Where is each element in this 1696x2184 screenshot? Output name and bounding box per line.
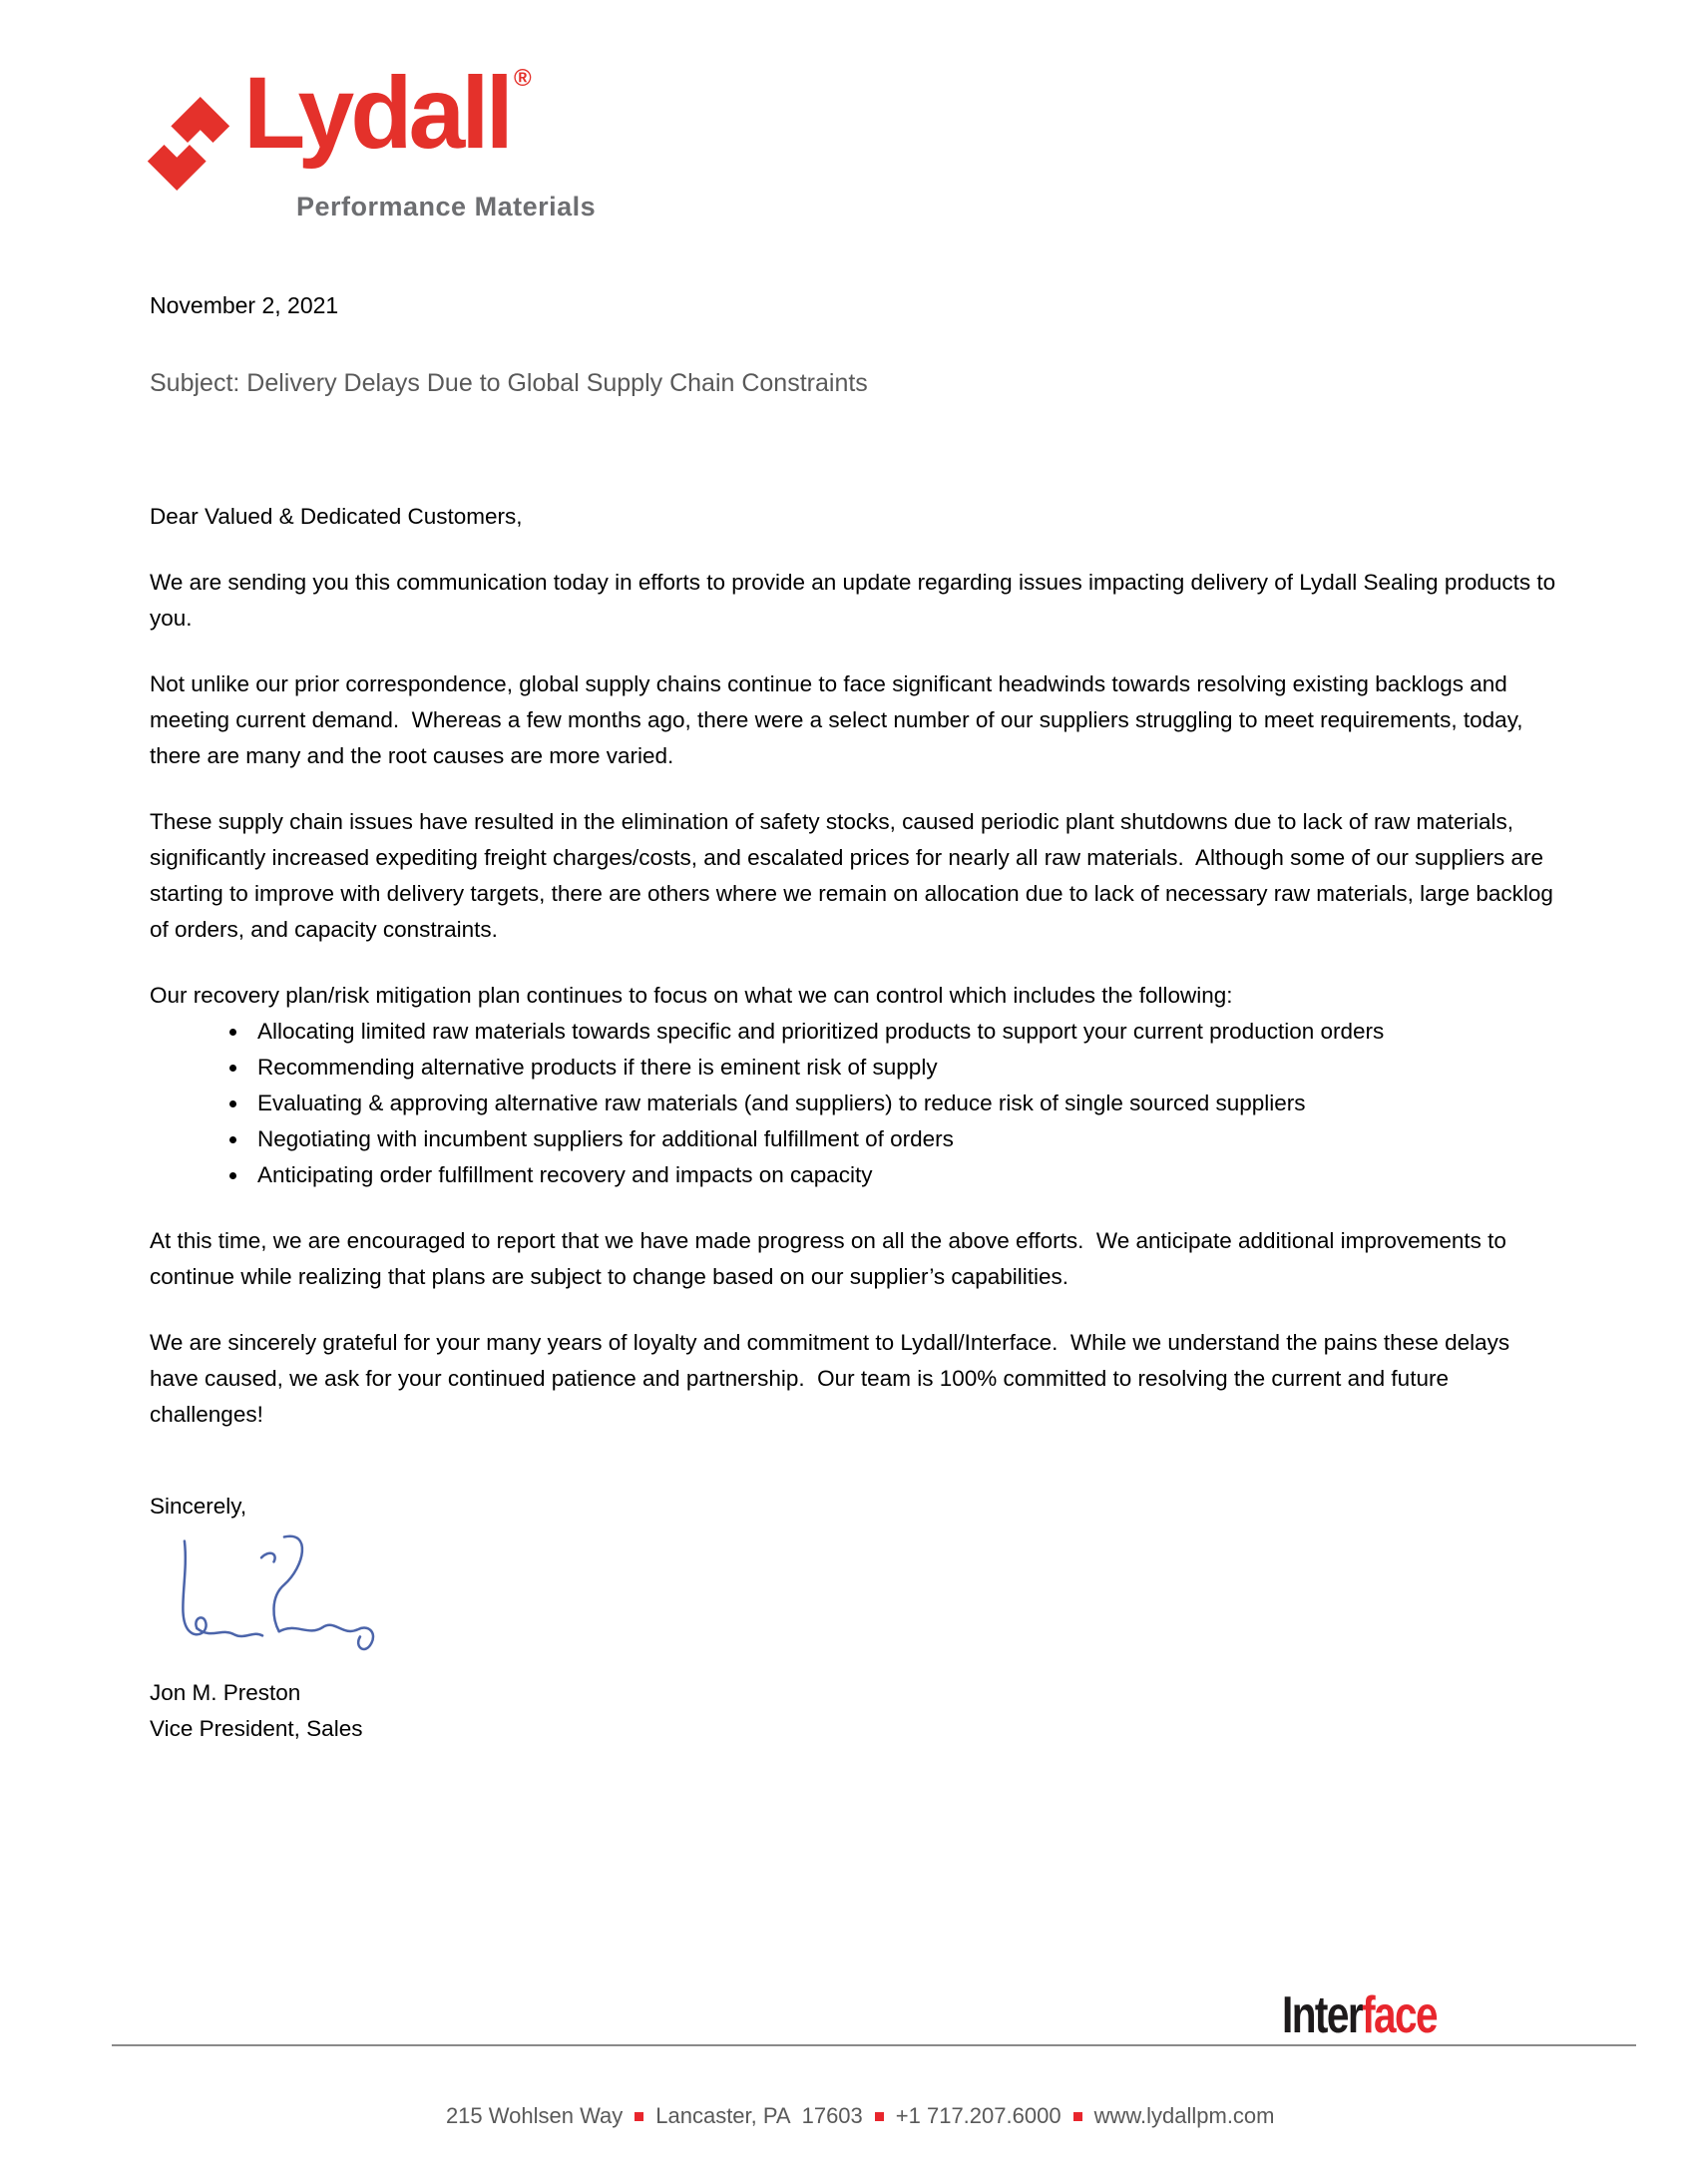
list-item: • Anticipating order fulfillment recovery and impacts on capacity	[249, 1157, 1558, 1193]
lydall-chevrons-icon	[140, 95, 237, 193]
salutation: Dear Valued & Dedicated Customers,	[150, 504, 523, 529]
paragraph-recovery-plan-intro: Our recovery plan/risk mitigation plan continues to focus on what we can control which includes the following:	[150, 983, 1233, 1008]
brand-wordmark	[243, 56, 532, 170]
footer-address: 215 Wohlsen Way	[445, 2103, 624, 2128]
red-square-separator-icon	[1073, 2112, 1082, 2121]
list-item: • Evaluating & approving alternative raw materials (and suppliers) to reduce risk of single sourced suppliers	[249, 1086, 1558, 1121]
paragraph-intro: We are sending you this communication today in efforts to provide an update regarding issues impacting delivery of Lydall Sealing products to you.	[150, 570, 1562, 631]
paragraph-progress: At this time, we are encouraged to report that we have made progress on all the above efforts. We anticipate additional improvements to continue while realizing that plans are subject to change based on our supplier’s capabilities.	[150, 1228, 1513, 1289]
list-item: • Allocating limited raw materials towards specific and prioritized products to support your current production orders	[249, 1014, 1558, 1050]
paragraph-impacts: These supply chain issues have resulted in the elimination of safety stocks, caused periodic plant shutdowns due to lack of raw materials, significantly increased expediting freight charges/costs, and escalated prices for nearly all raw materials. Although some of our suppliers are starting to improve with delivery targets, there are others where we remain on allocation due to lack of necessary raw materials, large backlog of orders, and capacity constraints.	[150, 809, 1560, 942]
registered-trademark-icon: ®	[513, 65, 532, 92]
brand-tagline: Performance Materials	[296, 192, 597, 221]
signoff: Sincerely,	[150, 1494, 247, 1519]
list-item: • Negotiating with incumbent suppliers for additional fulfillment of orders	[249, 1121, 1558, 1157]
footer-phone: +1 717.207.6000	[895, 2103, 1061, 2128]
brand-name: Lydall	[243, 56, 510, 170]
interface-logo	[1282, 1986, 1438, 2044]
letter-date: November 2, 2021	[150, 292, 339, 318]
lydall-logo	[0, 0, 698, 239]
paragraph-headwinds: Not unlike our prior correspondence, global supply chains continue to face significant headwinds towards resolving existing backlogs and meeting current demand. Whereas a few months ago, there were a select number of our suppliers struggling to meet requirements, today, there are many and the root causes are more varied.	[150, 671, 1529, 768]
red-square-separator-icon	[635, 2112, 643, 2121]
letter-content	[150, 287, 1562, 1747]
subject-line: Subject: Delivery Delays Due to Global Supply Chain Constraints	[150, 369, 868, 397]
interface-logo-face: face	[1362, 1986, 1438, 2044]
interface-logo-inter: Inter	[1282, 1986, 1363, 2044]
red-square-separator-icon	[875, 2112, 884, 2121]
footer-contact-line	[0, 2077, 1696, 2155]
footer-city-state-zip: Lancaster, PA 17603	[655, 2103, 863, 2128]
signer-title: Vice President, Sales	[150, 1716, 363, 1741]
footer-website: www.lydallpm.com	[1093, 2103, 1275, 2128]
footer-divider	[112, 2044, 1636, 2046]
list-item: • Recommending alternative products if there is eminent risk of supply	[249, 1050, 1558, 1086]
handwritten-signature	[162, 1529, 411, 1673]
signer-name: Jon M. Preston	[150, 1680, 301, 1705]
paragraph-gratitude: We are sincerely grateful for your many years of loyalty and commitment to Lydall/Interface. While we understand the pains these delays have caused, we ask for your continued patience and partnership. Our team is 100% committed to resolving the current and future challenges!	[150, 1330, 1516, 1427]
recovery-plan-list	[150, 1014, 1558, 1193]
